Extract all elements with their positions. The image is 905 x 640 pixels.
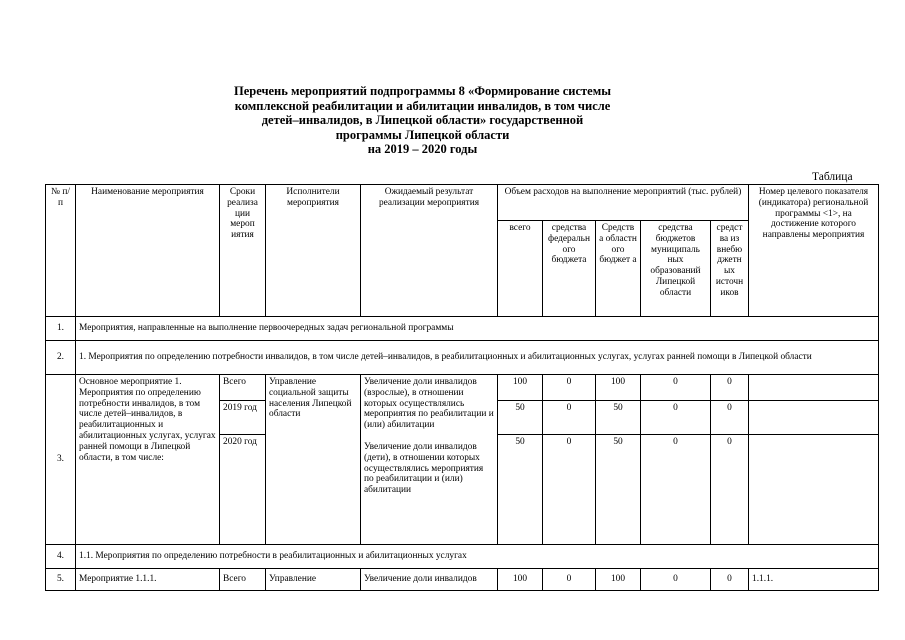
regional-cell: 100: [596, 569, 641, 591]
title-line: на 2019 – 2020 годы: [367, 142, 478, 157]
title-line: Перечень мероприятий подпрограммы 8 «Формирование системы: [234, 84, 611, 98]
header-federal: средства федеральн ого бюджета: [543, 221, 596, 317]
row-number: 4.: [46, 545, 76, 569]
header-executors: Исполнители мероприятия: [266, 185, 361, 317]
federal-cell: 0: [543, 569, 596, 591]
executor-cell: Управление социальной защиты населения Липецкой области: [266, 375, 361, 545]
regional-cell: 100: [596, 375, 641, 401]
total-cell: 50: [498, 401, 543, 435]
table-row: [46, 341, 879, 375]
table-row: [46, 569, 879, 591]
measure-name: Основное мероприятие 1. Мероприятия по определению потребности инвалидов, в том числе детей–инвалидов, в реабилитационных и абилитационных услугах, услугах ранней помощи в Липецкой области, в том числе:: [76, 375, 220, 545]
federal-cell: 0: [543, 375, 596, 401]
section-text: 1. Мероприятия по определению потребности инвалидов, в том числе детей–инвалидов, в реабилитационных и абилитационных услугах, услугах ранней помощи в Липецкой области: [76, 341, 879, 375]
result-cell: [361, 375, 498, 545]
header-name: Наименование мероприятия: [76, 185, 220, 317]
header-regional: Средств а областн ого бюджет а: [596, 221, 641, 317]
municipal-cell: 0: [641, 435, 711, 545]
measures-table: [45, 184, 879, 591]
municipal-cell: 0: [641, 401, 711, 435]
row-number: 5.: [46, 569, 76, 591]
table-label: Таблица: [812, 171, 853, 183]
total-cell: 100: [498, 569, 543, 591]
document-title: [150, 84, 695, 157]
table-row: [46, 375, 879, 401]
header-row: [46, 185, 879, 221]
total-cell: 100: [498, 375, 543, 401]
measure-name: Мероприятие 1.1.1.: [76, 569, 220, 591]
table-row: [46, 545, 879, 569]
indicator-cell: [749, 375, 879, 401]
period-cell: 2019 год: [220, 401, 266, 435]
extra-cell: 0: [711, 375, 749, 401]
result-text-children: Увеличение доли инвалидов (дети), в отношении которых осуществлялись мероприятия по реабилитации и (или) абилитации: [364, 441, 484, 496]
municipal-cell: 0: [641, 569, 711, 591]
header-num: № п/п: [46, 185, 76, 317]
federal-cell: 0: [543, 401, 596, 435]
header-result: Ожидаемый результат реализации мероприятия: [361, 185, 498, 317]
title-line: комплексной реабилитации и абилитации инвалидов, в том числе: [234, 98, 611, 113]
period-cell: Всего: [220, 375, 266, 401]
header-expenses: Объем расходов на выполнение мероприятий (тыс. рублей): [498, 185, 749, 221]
extra-cell: 0: [711, 569, 749, 591]
regional-cell: 50: [596, 401, 641, 435]
section-text: 1.1. Мероприятия по определению потребности в реабилитационных и абилитационных услугах: [76, 545, 879, 569]
period-cell: 2020 год: [220, 435, 266, 545]
result-text-adults: Увеличение доли инвалидов (взрослые), в отношении которых осуществлялись мероприятия по реабилитации и (или) абилитации: [364, 377, 494, 431]
header-extra: средст ва из внебю джетн ых источн иков: [711, 221, 749, 317]
extra-cell: 0: [711, 435, 749, 545]
municipal-cell: 0: [641, 375, 711, 401]
executor-cell: Управление: [266, 569, 361, 591]
indicator-cell: [749, 435, 879, 545]
federal-cell: 0: [543, 435, 596, 545]
header-indicator: Номер целевого показателя (индикатора) региональной программы <1>, на достижение которого направлены мероприятия: [749, 185, 879, 317]
result-cell: Увеличение доли инвалидов: [361, 569, 498, 591]
indicator-cell: 1.1.1.: [749, 569, 879, 591]
regional-cell: 50: [596, 435, 641, 545]
section-text: Мероприятия, направленные на выполнение первоочередных задач региональной программы: [76, 317, 879, 341]
header-period: Сроки реализа ции мероп иятия: [220, 185, 266, 317]
row-number: 2.: [46, 341, 76, 375]
title-line: детей–инвалидов, в Липецкой области» государственной: [261, 113, 584, 128]
indicator-cell: [749, 401, 879, 435]
period-cell: Всего: [220, 569, 266, 591]
row-number: 1.: [46, 317, 76, 341]
header-municipal: средства бюджетов муниципаль ных образований Липецкой области: [641, 221, 711, 317]
title-line: программы Липецкой области: [335, 127, 510, 142]
header-total: всего: [498, 221, 543, 317]
row-number: 3.: [46, 375, 76, 545]
extra-cell: 0: [711, 401, 749, 435]
table-row: [46, 317, 879, 341]
total-cell: 50: [498, 435, 543, 545]
